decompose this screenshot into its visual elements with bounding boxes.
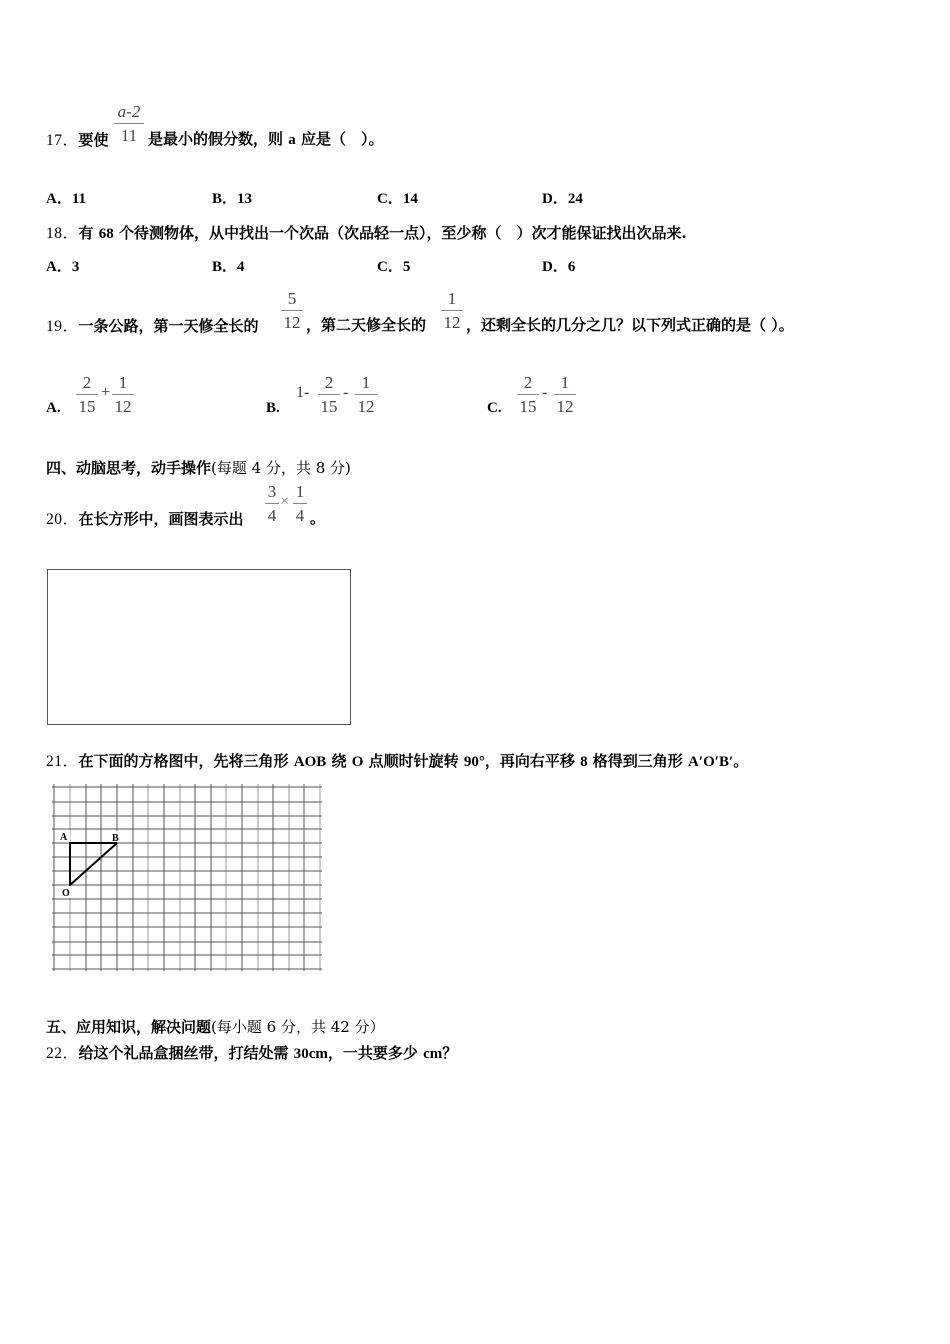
- fraction-2-over-15: 2 15: [75, 374, 99, 415]
- question-21: 21．在下面的方格图中，先将三角形 AOB 绕 O 点顺时针旋转 90°，再向右平移 8 格得到三角形 A′O′B′。: [46, 752, 749, 770]
- question-20-end: 。: [310, 509, 326, 527]
- question-text: 要使: [78, 131, 109, 149]
- option-17-c[interactable]: C．14: [377, 191, 418, 207]
- question-number: 21．: [46, 753, 79, 770]
- fraction-5-over-12: 5 12: [280, 290, 304, 331]
- fraction-1-over-12: 1 12: [440, 290, 464, 331]
- fraction-1-over-4: 1 4: [292, 483, 308, 524]
- label-b: B: [112, 833, 119, 844]
- question-20: 20．在长方形中，画图表示出: [46, 510, 244, 528]
- question-number: 22．: [46, 1045, 79, 1062]
- fraction-1-over-12: 1 12: [111, 374, 135, 415]
- section-5-heading: 五、应用知识，解决问题(每小题 6 分，共 42 分）: [46, 1018, 385, 1036]
- question-number: 20．: [46, 511, 79, 528]
- question-19-mid: ，第二天修全长的: [306, 316, 427, 334]
- option-18-d[interactable]: D．6: [542, 259, 576, 275]
- option-18-b[interactable]: B．4: [212, 259, 245, 275]
- one-minus: 1-: [296, 384, 310, 401]
- times-operator: ×: [280, 493, 290, 510]
- option-19-a[interactable]: A.: [46, 400, 61, 416]
- drawing-rectangle[interactable]: [47, 569, 351, 725]
- option-17-a[interactable]: A．11: [46, 191, 87, 207]
- question-19-end: ，还剩全长的几分之几？以下列式正确的是（ ）。: [466, 316, 794, 334]
- fraction-1-over-12: 1 12: [354, 374, 378, 415]
- question-17: [46, 128, 109, 150]
- question-19: 19．一条公路，第一天修全长的: [46, 317, 259, 335]
- option-18-c[interactable]: C．5: [377, 259, 411, 275]
- question-17-rest: 是最小的假分数，则 a 应是（ ）。: [148, 130, 384, 148]
- triangle-aob: [70, 843, 117, 885]
- square-grid[interactable]: [50, 782, 326, 974]
- label-o: O: [62, 888, 70, 899]
- option-19-c[interactable]: C.: [487, 400, 502, 416]
- question-number: 19．: [46, 318, 79, 335]
- section-4-heading: 四、动脑思考，动手操作(每题 4 分，共 8 分): [46, 459, 351, 477]
- option-18-a[interactable]: A．3: [46, 259, 80, 275]
- question-number: 18．: [46, 225, 79, 242]
- minus-operator: -: [343, 384, 349, 401]
- option-19-b[interactable]: B.: [266, 400, 280, 416]
- fraction-3-over-4: 3 4: [264, 483, 280, 524]
- question-18: 18．有 68 个待测物体，从中找出一个次品（次品轻一点），至少称（ ）次才能保证找出次品来.: [46, 224, 687, 242]
- label-a: A: [60, 832, 68, 843]
- fraction-a-minus-2-over-11: a-2 11: [113, 103, 145, 144]
- fraction-2-over-15: 2 15: [317, 374, 341, 415]
- plus-operator: +: [101, 384, 111, 401]
- minus-operator: -: [542, 384, 548, 401]
- fraction-2-over-15: 2 15: [516, 374, 540, 415]
- option-17-b[interactable]: B．13: [212, 191, 253, 207]
- fraction-1-over-12: 1 12: [553, 374, 577, 415]
- question-22: 22．给这个礼品盒捆丝带，打结处需 30cm，一共要多少 cm？: [46, 1044, 458, 1062]
- option-17-d[interactable]: D．24: [542, 191, 583, 207]
- question-number: 17．: [46, 132, 79, 149]
